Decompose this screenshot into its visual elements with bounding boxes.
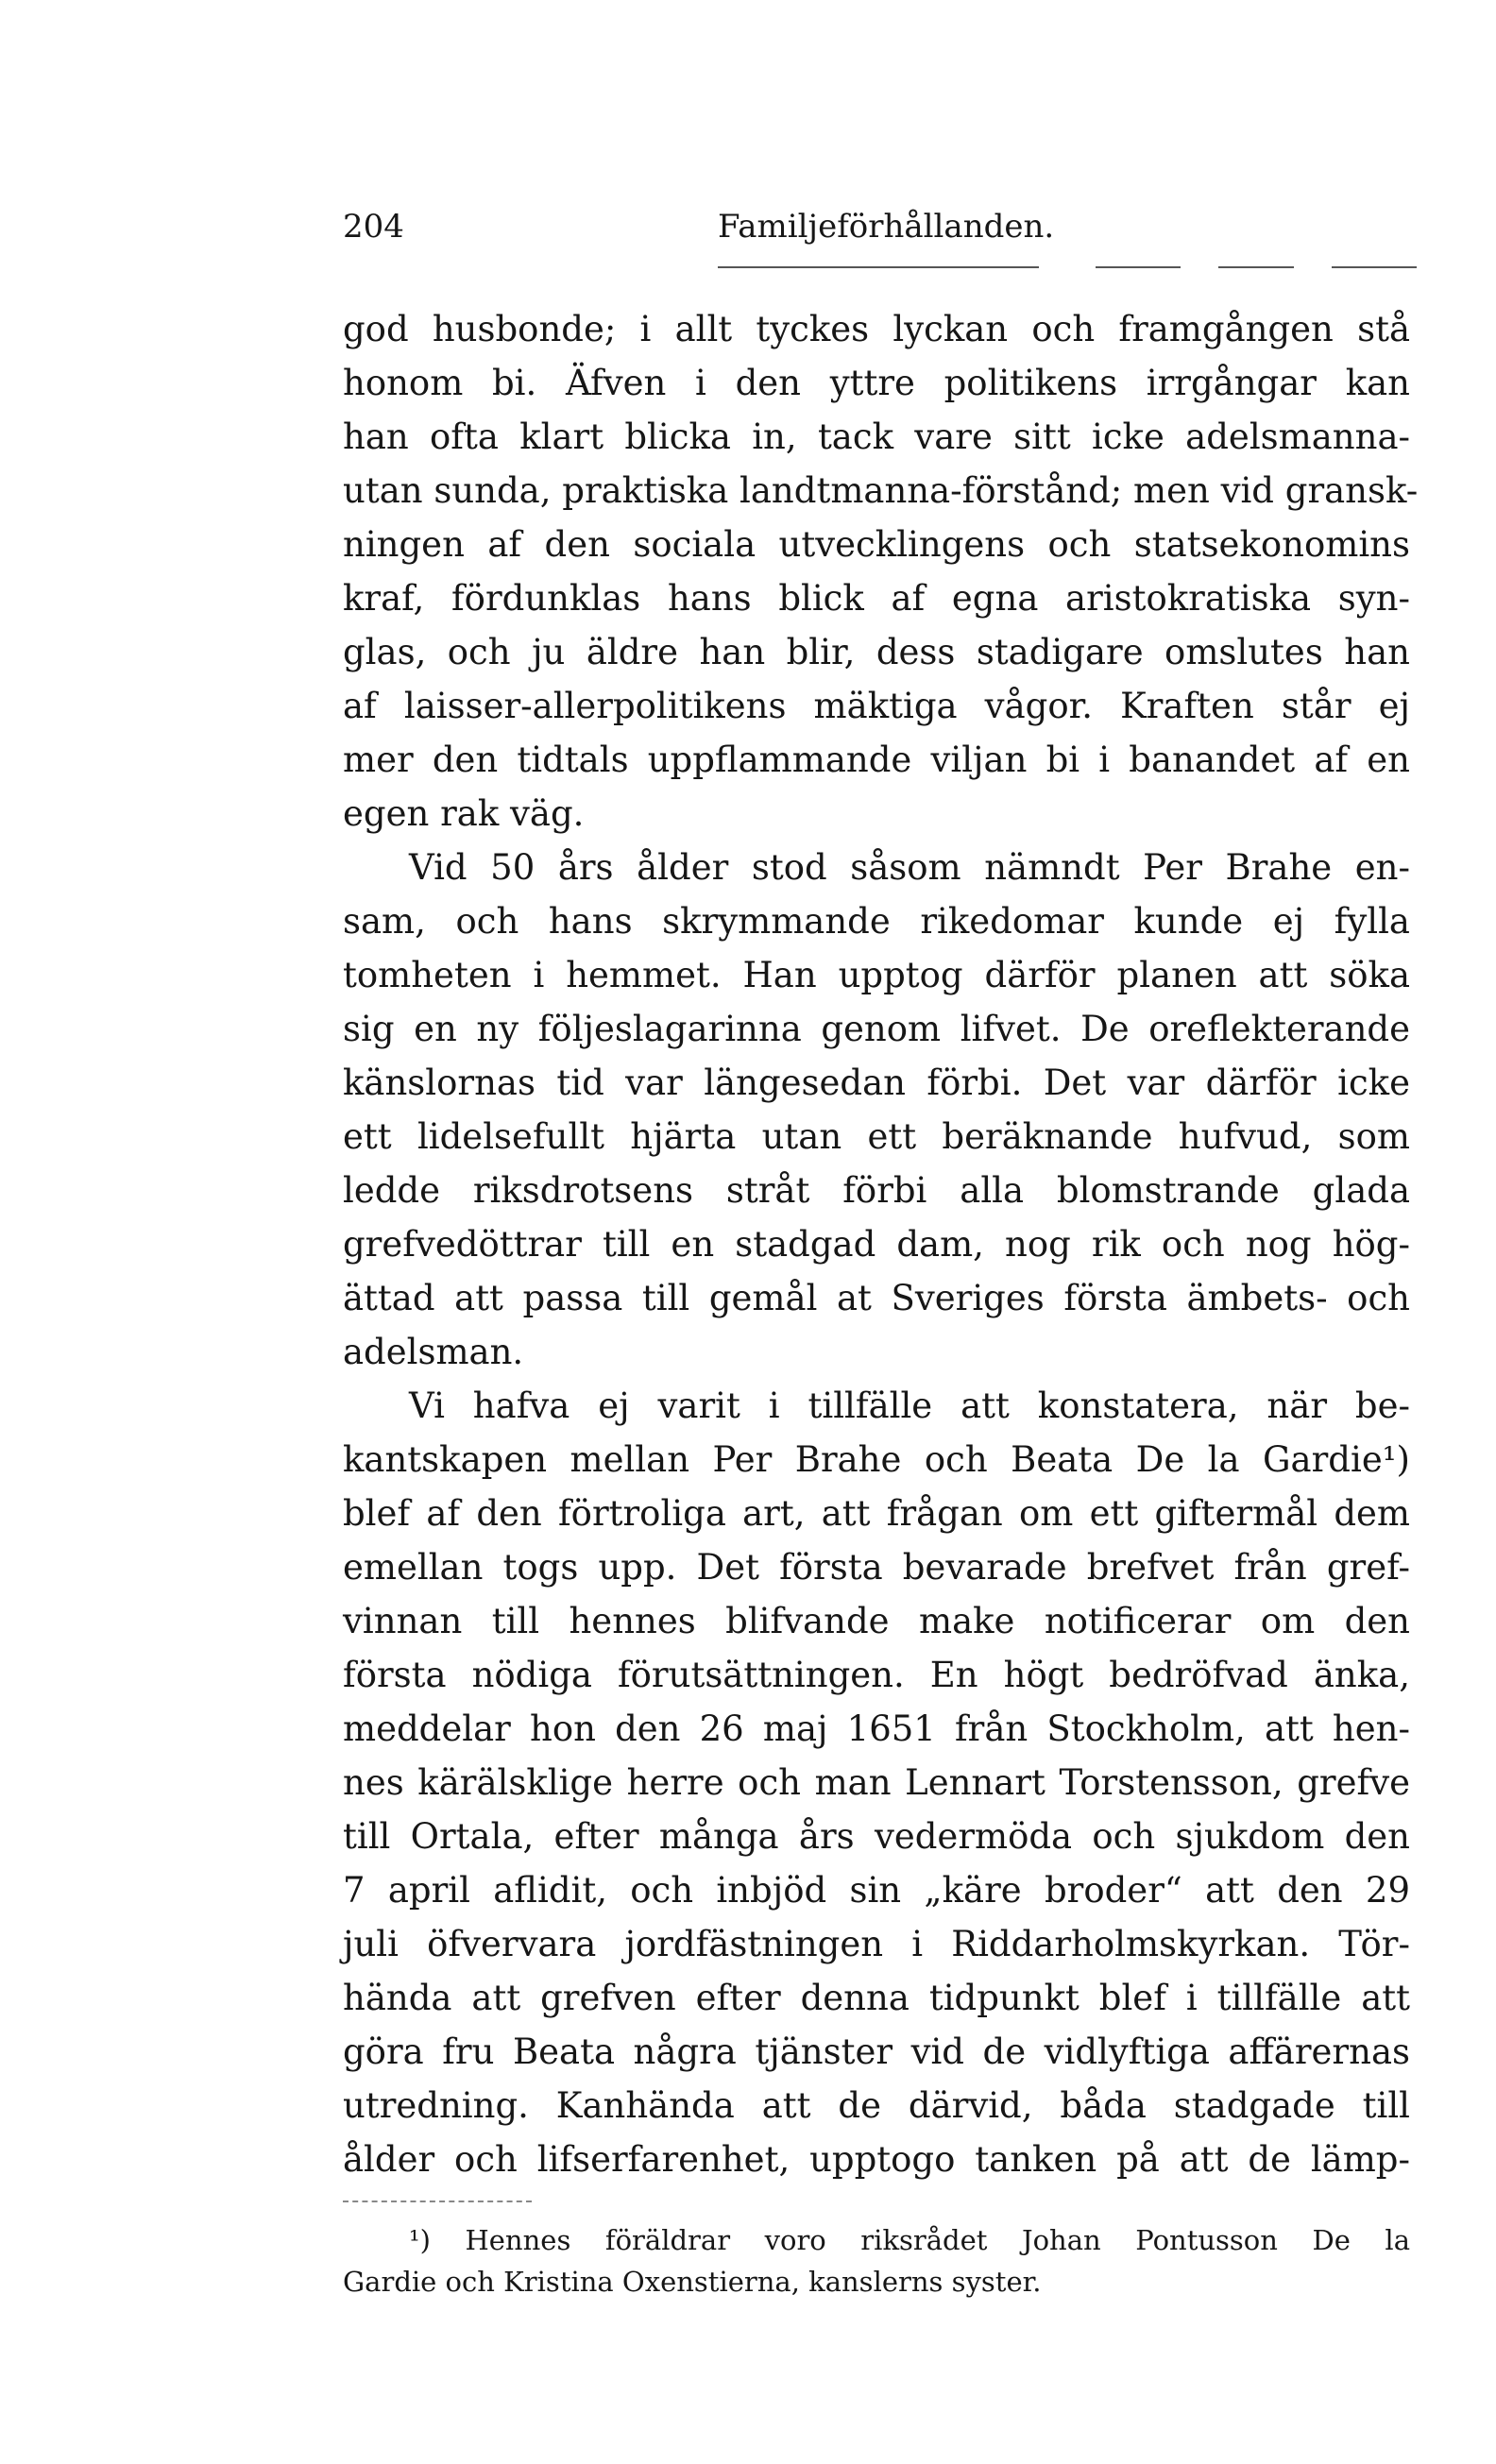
text-line: ålder och lifserfarenhet, upptogo tanken på att de lämp- <box>343 2139 1410 2180</box>
text-line: känslornas tid var längesedan förbi. Det var därför icke <box>343 1062 1410 1103</box>
text-line: mer den tidtals uppflammande viljan bi i banandet af en <box>343 739 1410 780</box>
text-line: egen rak väg. <box>343 793 585 834</box>
text-line: adelsman. <box>343 1332 524 1372</box>
text-line: af laisser-allerpolitikens mäktiga vågor. Kraften står ej <box>343 686 1410 726</box>
body-text <box>343 302 1419 2186</box>
text-line: utredning. Kanhända att de därvid, båda stadgade till <box>343 2085 1410 2126</box>
text-line: ättad att passa till gemål at Sveriges första ämbets- och <box>343 1278 1410 1318</box>
text-line: Vi hafva ej varit i tillfälle att konstatera, när be- <box>409 1385 1410 1426</box>
text-line: första nödiga förutsättningen. En högt bedröfvad änka, <box>343 1655 1410 1695</box>
text-line: ett lidelsefullt hjärta utan ett beräknande hufvud, som <box>343 1116 1410 1157</box>
text-line: utan sunda, praktiska landtmanna-förstånd; men vid gransk- <box>343 470 1419 511</box>
text-line: glas, och ju äldre han blir, dess stadigare omslutes han <box>343 632 1410 672</box>
header-rule <box>1332 266 1417 268</box>
header-rule <box>1096 266 1181 268</box>
text-line: god husbonde; i allt tyckes lyckan och framgången stå <box>343 309 1410 349</box>
text-line: 7 april aflidit, och inbjöd sin „käre broder“ att den 29 <box>343 1870 1410 1911</box>
text-line: hända att grefven efter denna tidpunkt blef i tillfälle att <box>343 1978 1410 2018</box>
footnote-line: Gardie och Kristina Oxenstierna, kanslerns syster. <box>343 2266 1042 2298</box>
footnotes <box>343 2219 1410 2303</box>
running-title: Familjeförhållanden. <box>718 208 1055 246</box>
header-rule <box>1218 266 1294 268</box>
text-line: meddelar hon den 26 maj 1651 från Stockholm, att hen- <box>343 1708 1410 1749</box>
text-line: sig en ny följeslagarinna genom lifvet. De oreflekterande <box>343 1009 1410 1049</box>
header-rule <box>718 266 1039 268</box>
text-line: emellan togs upp. Det första bevarade brefvet från gref- <box>343 1547 1410 1588</box>
text-line: göra fru Beata några tjänster vid de vidlyftiga affärernas <box>343 2031 1410 2072</box>
text-line: tomheten i hemmet. Han upptog därför planen att söka <box>343 955 1410 995</box>
text-line: sam, och hans skrymmande rikedomar kunde ej fylla <box>343 901 1410 942</box>
text-line: kantskapen mellan Per Brahe och Beata De la Gardie¹) <box>343 1439 1410 1480</box>
text-line: juli öfvervara jordfästningen i Riddarholmskyrkan. Tör- <box>343 1924 1410 1964</box>
footnote-line: ¹) Hennes föräldrar voro riksrådet Johan Pontusson De la <box>409 2224 1410 2256</box>
footnote-separator <box>343 2201 532 2202</box>
page-number: 204 <box>343 208 404 246</box>
text-line: ledde riksdrotsens stråt förbi alla blomstrande glada <box>343 1170 1410 1211</box>
text-line: till Ortala, efter många års vedermöda och sjukdom den <box>343 1816 1410 1857</box>
text-line: han ofta klart blicka in, tack vare sitt icke adelsmanna- <box>343 416 1410 457</box>
text-line: Vid 50 års ålder stod såsom nämndt Per Brahe en- <box>409 847 1410 888</box>
text-line: honom bi. Äfven i den yttre politikens irrgångar kan <box>343 363 1410 403</box>
text-line: kraf, fördunklas hans blick af egna aristokratiska syn- <box>343 578 1410 619</box>
text-line: nes kärälsklige herre och man Lennart Torstensson, grefve <box>343 1762 1410 1803</box>
text-line: vinnan till hennes blifvande make notificerar om den <box>343 1601 1410 1641</box>
text-line: grefvedöttrar till en stadgad dam, nog rik och nog hög- <box>343 1224 1410 1265</box>
text-line: blef af den förtroliga art, att frågan om ett giftermål dem <box>343 1493 1410 1534</box>
text-line: ningen af den sociala utvecklingens och statsekonomins <box>343 524 1410 565</box>
